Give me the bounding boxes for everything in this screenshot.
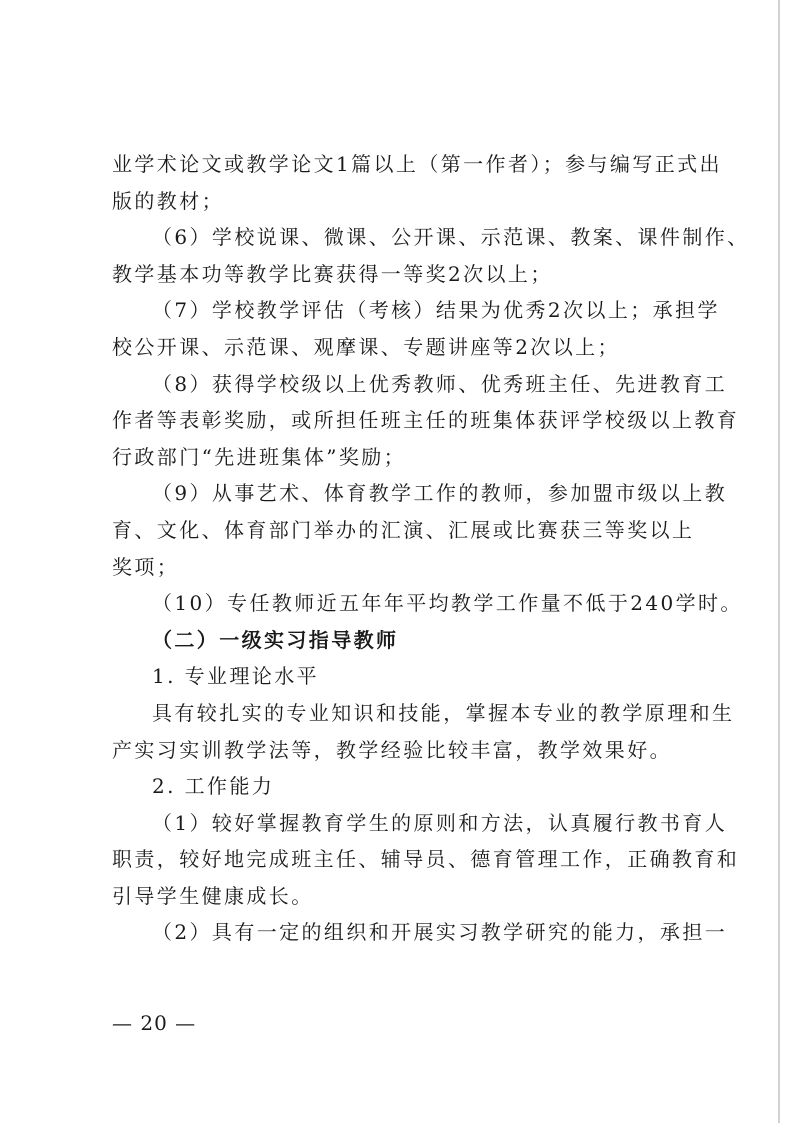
text-line: 育、文化、体育部门举办的汇演、汇展或比赛获三等奖以上 xyxy=(112,517,695,542)
text-line: （1）较好掌握教育学生的原则和方法，认真履行教书育人 xyxy=(152,810,728,835)
text-line: （7）学校教学评估（考核）结果为优秀2次以上；承担学 xyxy=(152,298,720,323)
text-line: 版的教材； xyxy=(112,188,224,213)
text-line: （10）专任教师近五年年平均教学工作量不低于240学时。 xyxy=(152,591,743,616)
text-line: 校公开课、示范课、观摩课、专题讲座等2次以上； xyxy=(112,334,620,359)
text-line: （2）具有一定的组织和开展实习教学研究的能力，承担一 xyxy=(152,920,728,945)
text-line: 行政部门“先进班集体”奖励； xyxy=(112,444,407,469)
subsection-heading: 1. 专业理论水平 xyxy=(152,664,320,689)
subsection-heading: 2. 工作能力 xyxy=(152,774,275,799)
text-line: 教学基本功等教学比赛获得一等奖2次以上； xyxy=(112,261,553,286)
text-line: 职责，较好地完成班主任、辅导员、德育管理工作，正确教育和 xyxy=(112,847,740,872)
text-line: 业学术论文或教学论文1篇以上（第一作者）；参与编写正式出 xyxy=(112,152,722,176)
text-line: 具有较扎实的专业知识和技能，掌握本专业的教学原理和生 xyxy=(152,700,735,725)
text-line: 作者等表彰奖励，或所担任班主任的班集体获评学校级以上教育 xyxy=(112,408,740,433)
text-line: （9）从事艺术、体育教学工作的教师，参加盟市级以上教 xyxy=(152,481,728,506)
body-text xyxy=(112,146,750,951)
text-line: （8）获得学校级以上优秀教师、优秀班主任、先进教育工 xyxy=(152,371,728,396)
text-line: （6）学校说课、微课、公开课、示范课、教案、课件制作、 xyxy=(152,225,750,250)
section-heading: （二）一级实习指导教师 xyxy=(152,627,399,652)
text-line: 引导学生健康成长。 xyxy=(112,883,314,908)
text-line: 产实习实训教学法等，教学经验比较丰富，教学效果好。 xyxy=(112,737,672,762)
page-edge-shadow xyxy=(778,0,780,1123)
text-line: 奖项； xyxy=(112,554,180,579)
page-number: — 20 — xyxy=(112,1011,197,1035)
